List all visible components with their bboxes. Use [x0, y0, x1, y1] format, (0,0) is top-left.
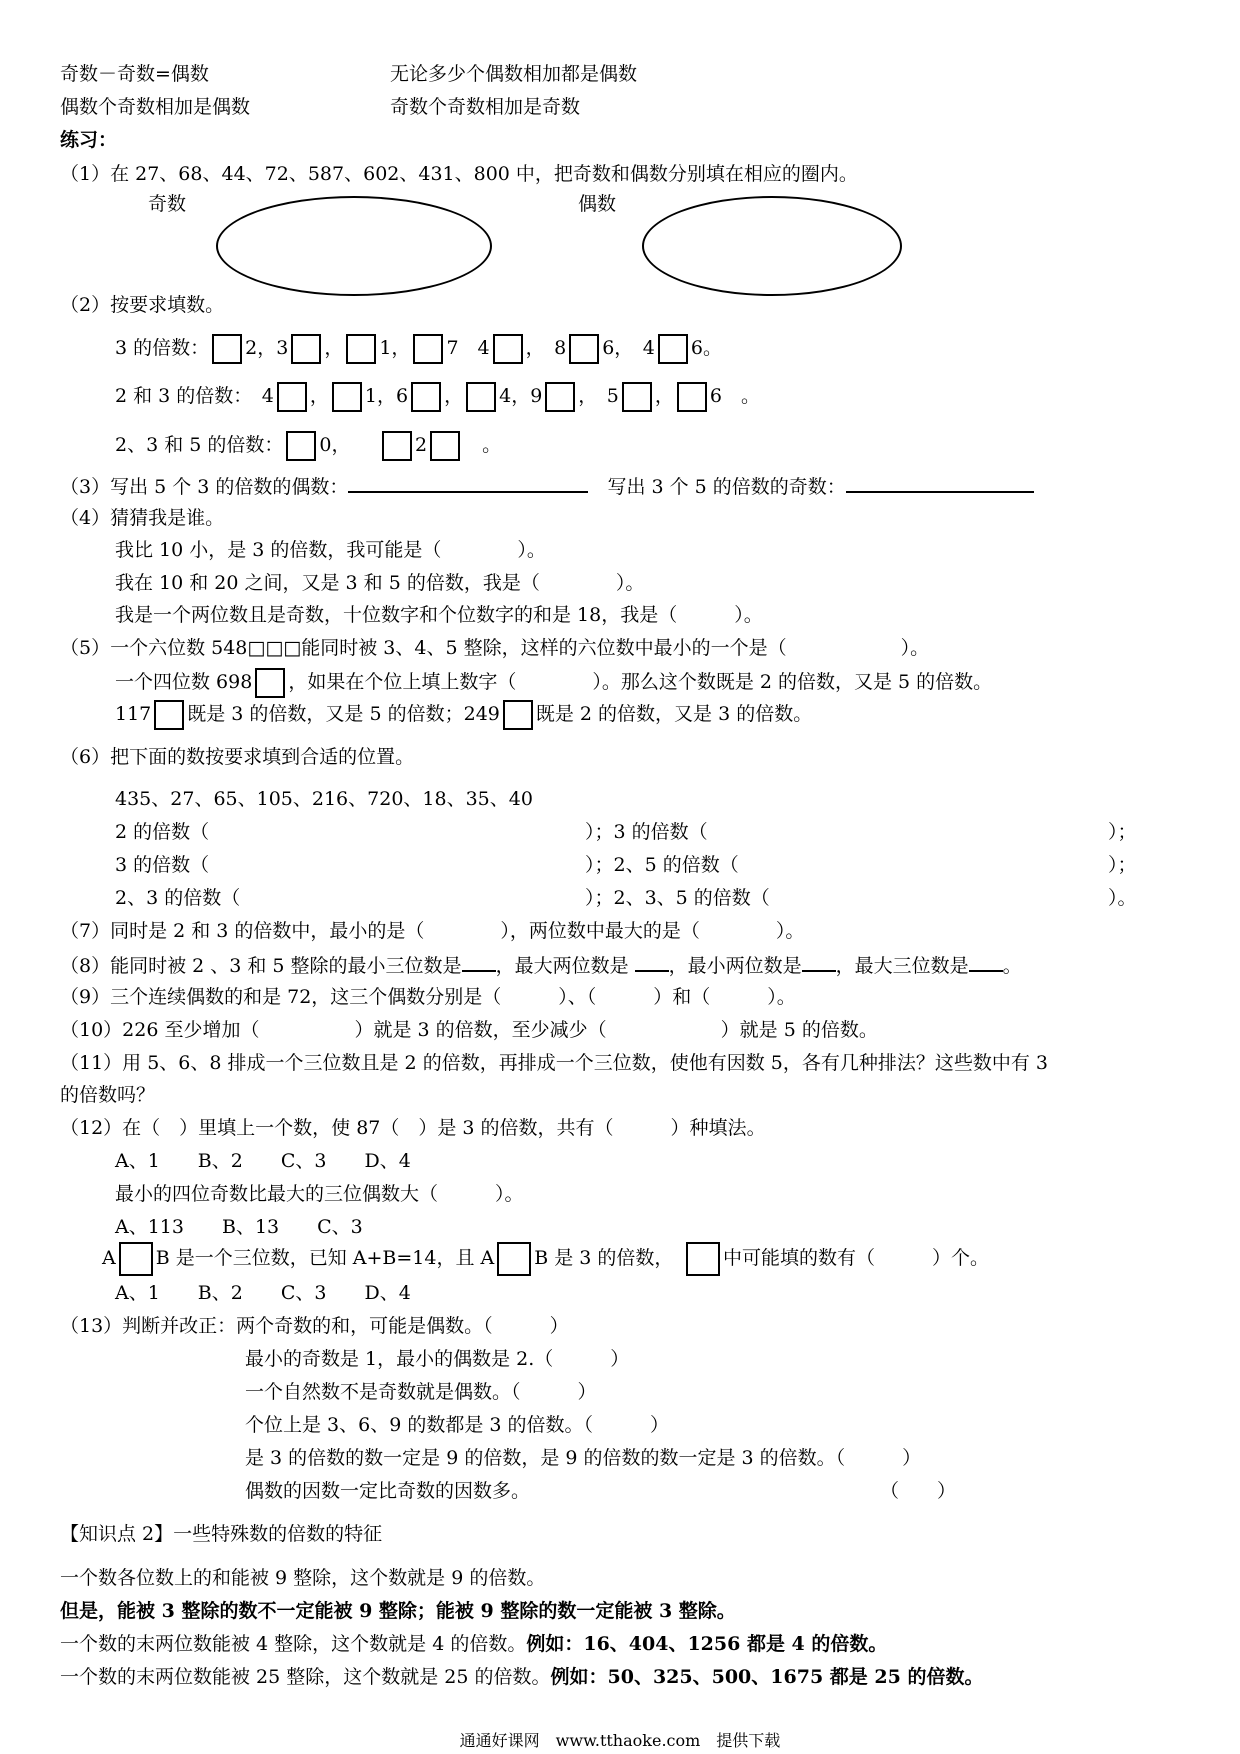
answer-box[interactable] [411, 382, 441, 412]
q4-line-2: 我在 10 和 20 之间，又是 3 和 5 的倍数，我是（ ）。 [115, 572, 645, 594]
q12-options-1: A、1 B、2 C、3 D、4 [115, 1150, 411, 1172]
answer-line[interactable] [348, 473, 588, 493]
question-11-cont: 的倍数吗？ [60, 1084, 156, 1106]
answer-box[interactable] [569, 334, 599, 364]
answer-box[interactable] [346, 334, 376, 364]
answer-box[interactable] [255, 668, 285, 698]
answer-box[interactable] [497, 1242, 531, 1276]
rule-even-count-odd: 偶数个奇数相加是偶数 [60, 96, 251, 118]
answer-box[interactable] [382, 431, 412, 461]
answer-box[interactable] [658, 334, 688, 364]
q5-line-3: 117 既是 3 的倍数，又是 5 的倍数；249 既是 2 的倍数，又是 3 的倍数。 [115, 696, 812, 732]
q13-line-3: 一个自然数不是奇数就是偶数。（ ） [245, 1381, 597, 1403]
q6-label-mult-3b: 3 的倍数（ [115, 854, 210, 876]
answer-box[interactable] [277, 382, 307, 412]
footer-source: 通通好课网 www.tthaoke.com 提供下载 [459, 1731, 781, 1750]
answer-box[interactable] [503, 700, 533, 730]
q2-row-multiples-2-3-5: 2、3 和 5 的倍数： 0， 2 。 [115, 427, 501, 463]
answer-box[interactable] [686, 1242, 720, 1276]
q6-numbers: 435、27、65、105、216、720、18、35、40 [115, 788, 533, 810]
question-11: （11）用 5、6、8 排成一个三位数且是 2 的倍数，再排成一个三位数，使他有因数 5，各有几种排法？这些数中有 3 [60, 1052, 1048, 1074]
kp2-line-2: 但是，能被 3 整除的数不一定能被 9 整除；能被 9 整除的数一定能被 3 整除。 [60, 1600, 736, 1622]
answer-box[interactable] [332, 382, 362, 412]
answer-box[interactable] [212, 334, 242, 364]
q12-options-2: A、113 B、13 C、3 [115, 1216, 363, 1238]
odd-label: 奇数 [148, 193, 187, 215]
q6-label-mult-2-5: ）；2、5 的倍数（ [585, 854, 739, 876]
q6-label-mult-2-3: 2、3 的倍数（ [115, 887, 241, 909]
q13-line-6-paren: （ ） [880, 1480, 957, 1502]
question-10: （10）226 至少增加（ ）就是 3 的倍数，至少减少（ ）就是 5 的倍数。 [60, 1019, 878, 1041]
even-label: 偶数 [578, 193, 617, 215]
kp2-line-4: 一个数的末两位数能被 25 整除，这个数就是 25 的倍数。例如：50、325、500、1675 都是 25 的倍数。 [60, 1666, 984, 1688]
answer-box[interactable] [119, 1242, 153, 1276]
answer-box[interactable] [413, 334, 443, 364]
q2-row-multiples-3: 3 的倍数： 2，3 ， 1， 7 4 ， 8 6， 4 6。 [115, 330, 722, 366]
answer-box[interactable] [154, 700, 184, 730]
q12-line-3: A B 是一个三位数，已知 A+B=14，且 A B 是 3 的倍数， 中可能填的数有（ ）个。 [102, 1240, 989, 1276]
question-9: （9）三个连续偶数的和是 72，这三个偶数分别是（ ）、（ ）和（ ）。 [60, 986, 796, 1008]
q6-label-mult-2-3-5: ）；2、3、5 的倍数（ [585, 887, 770, 909]
answer-line[interactable] [462, 952, 496, 972]
knowledge-point-2-title: 【知识点 2】一些特殊数的倍数的特征 [60, 1523, 383, 1545]
q13-line-5: 是 3 的倍数的数一定是 9 的倍数，是 9 的倍数的数一定是 3 的倍数。（ ） [245, 1447, 922, 1469]
answer-line[interactable] [802, 952, 836, 972]
kp2-line-3: 一个数的末两位数能被 4 整除，这个数就是 4 的倍数。例如：16、404、1256 都是 4 的倍数。 [60, 1633, 888, 1655]
q4-line-1: 我比 10 小，是 3 的倍数，我可能是（ ）。 [115, 539, 546, 561]
answer-box[interactable] [677, 382, 707, 412]
answer-box[interactable] [291, 334, 321, 364]
rule-even-sum: 无论多少个偶数相加都是偶数 [390, 63, 638, 85]
rule-odd-minus-odd: 奇数－奇数=偶数 [60, 63, 209, 85]
kp2-line-1: 一个数各位数上的和能被 9 整除，这个数就是 9 的倍数。 [60, 1567, 546, 1589]
q12-line-2: 最小的四位奇数比最大的三位偶数大（ ）。 [115, 1183, 524, 1205]
question-6-title: （6）把下面的数按要求填到合适的位置。 [60, 746, 415, 768]
rule-odd-count-odd: 奇数个奇数相加是奇数 [390, 96, 581, 118]
question-5: （5）一个六位数 548□□□能同时被 3、4、5 整除，这样的六位数中最小的一个是（ ）。 [60, 637, 930, 659]
even-circle[interactable] [642, 196, 902, 296]
q12-options-3: A、1 B、2 C、3 D、4 [115, 1282, 411, 1304]
question-2-title: （2）按要求填数。 [60, 294, 225, 316]
q6-close: ）； [1108, 854, 1137, 876]
q6-close: ）； [1108, 821, 1137, 843]
q4-line-3: 我是一个两位数且是奇数，十位数字和个位数字的和是 18，我是（ ）。 [115, 604, 763, 626]
answer-box[interactable] [286, 431, 316, 461]
q6-label-mult-2: 2 的倍数（ [115, 821, 210, 843]
question-1: （1）在 27、68、44、72、587、602、431、800 中，把奇数和偶数分别填在相应的圈内。 [60, 163, 858, 185]
question-13: （13）判断并改正：两个奇数的和，可能是偶数。（ ） [60, 1315, 569, 1337]
answer-line[interactable] [635, 952, 669, 972]
answer-box[interactable] [493, 334, 523, 364]
q6-close: ）。 [1108, 887, 1137, 909]
question-3: （3）写出 5 个 3 的倍数的偶数： 写出 3 个 5 的倍数的奇数： [60, 473, 1034, 499]
q13-line-6: 偶数的因数一定比奇数的因数多。 [245, 1480, 531, 1502]
q13-line-4: 个位上是 3、6、9 的数都是 3 的倍数。（ ） [245, 1414, 670, 1436]
answer-box[interactable] [430, 431, 460, 461]
question-7: （7）同时是 2 和 3 的倍数中，最小的是（ ），两位数中最大的是（ ）。 [60, 920, 805, 942]
q13-line-2: 最小的奇数是 1，最小的偶数是 2.（ ） [245, 1348, 630, 1370]
question-12: （12）在（ ）里填上一个数，使 87（ ）是 3 的倍数，共有（ ）种填法。 [60, 1117, 766, 1139]
odd-circle[interactable] [216, 196, 492, 296]
answer-line[interactable] [846, 473, 1034, 493]
q6-label-mult-3: ）；3 的倍数（ [585, 821, 708, 843]
answer-box[interactable] [466, 382, 496, 412]
q5-line-2: 一个四位数 698 ，如果在个位上填上数字（ ）。那么这个数既是 2 的倍数，又是 5 的倍数。 [115, 664, 992, 700]
practice-heading: 练习： [60, 129, 118, 151]
answer-box[interactable] [622, 382, 652, 412]
answer-box[interactable] [545, 382, 575, 412]
question-4-title: （4）猜猜我是谁。 [60, 507, 225, 529]
question-8: （8）能同时被 2 、3 和 5 整除的最小三位数是 ，最大两位数是 ，最小两位数是 ，最大三位数是 。 [60, 952, 1022, 978]
answer-line[interactable] [969, 952, 1003, 972]
q2-row-multiples-2-3: 2 和 3 的倍数： 4 ， 1，6 ， 4，9 ， 5 ， 6 。 [115, 378, 760, 414]
